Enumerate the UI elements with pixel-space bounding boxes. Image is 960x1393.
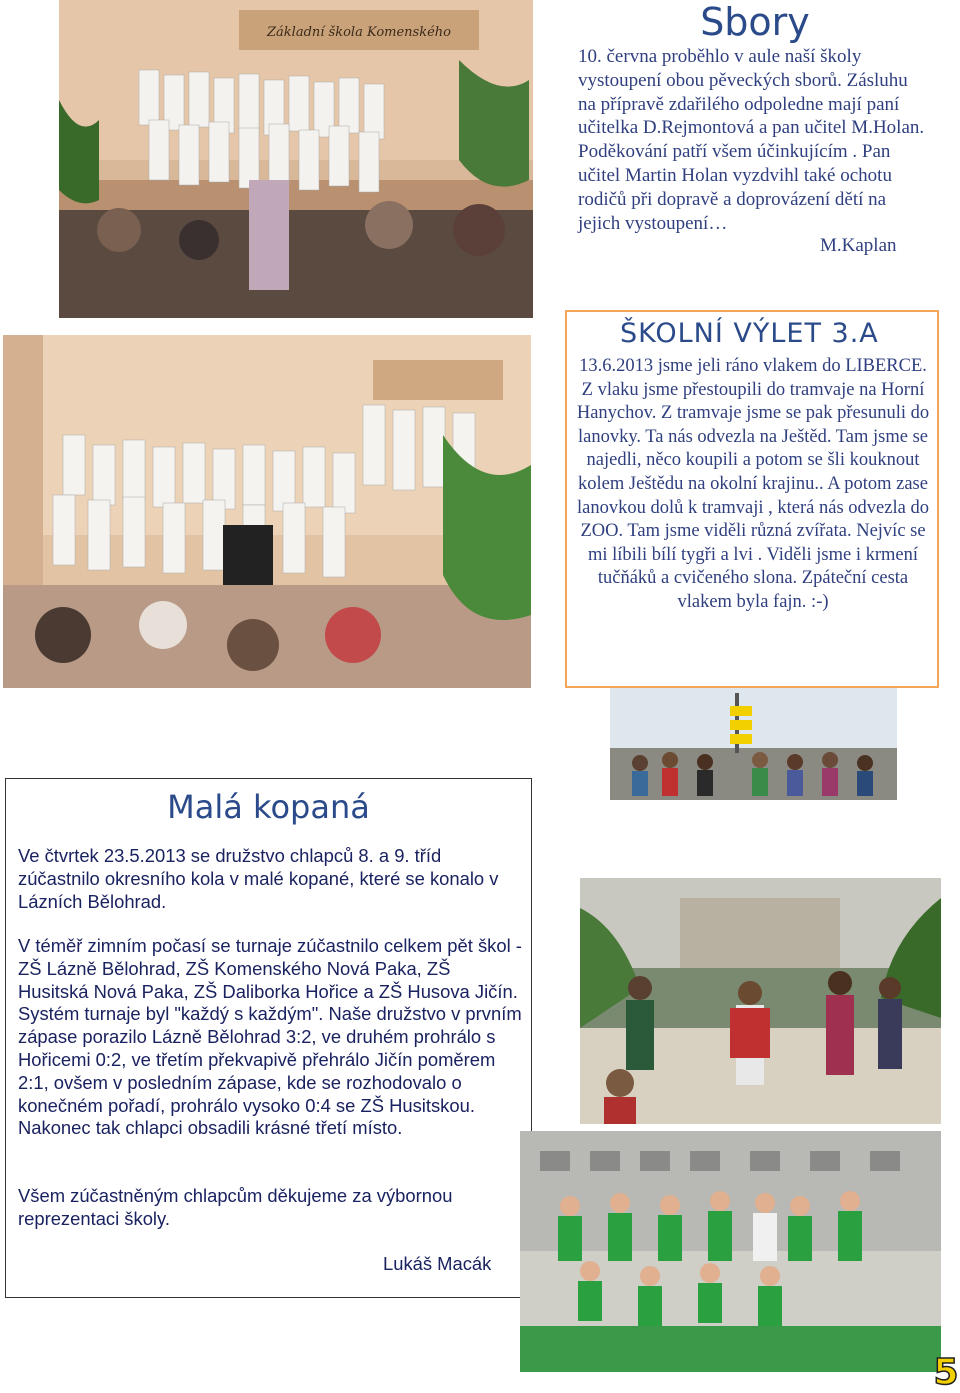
football-paragraph-1: Ve čtvrtek 23.5.2013 se družstvo chlapců 8. a 9. tříd zúčastnilo okresního kola v malé kopané, které se konalo v Lázních Bělohrad. — [18, 845, 499, 912]
sbory-signature: M.Kaplan — [820, 235, 897, 256]
football-paragraph-2: V téměř zimním počasí se turnaje zúčastnilo celkem pět škol - ZŠ Lázně Bělohrad, ZŠ Komenského Nová Paka, ZŠ Husitská Nová Paka, ZŠ Daliborka Hořice a ZŠ Husova Jičín. Systém turnaje byl "každý s každým". Naše družstvo v prvním zápase porazilo Lázně Bělohrad 3:2, ve druhém prohrálo s Hořicemi 0:2, ve třetím překvapivě přehrálo Jičín poměrem 2:1, ovšem v posledním zápase, kde se rozhodovalo o konečném pořadí, prohrálo vysoko 0:4 se ZŠ Husitskou. Nakonec tak chlapci obsadili krásné třetí místo. — [18, 935, 522, 1139]
sbory-article-text: 10. června proběhlo v aule naší školy vystoupení obou pěveckých sborů. Zásluhu na přípravě zdařilého odpoledne mají paní učitelka D.Rejmontová a pan učitel M.Holan. Poděkování patří všem účinkujícím . Pan učitel Martin Holan vyzdvihl také ochotu rodičů při dopravě a doprovázení dětí na jejich vystoupení… — [578, 46, 925, 234]
school-trip-title: ŠKOLNÍ VÝLET 3.A — [620, 318, 879, 349]
svg-text:5: 5 — [933, 1352, 959, 1390]
football-paragraph-3: Všem zúčastněným chlapcům děkujeme za výbornou reprezentaci školy. — [18, 1185, 453, 1229]
football-signature: Lukáš Macák — [383, 1253, 492, 1274]
football-team-photo — [520, 1131, 941, 1372]
school-trip-text: 13.6.2013 jsme jeli ráno vlakem do LIBERCE. Z vlaku jsme přestoupili do tramvaje na Horní Hanychov. Z tramvaje jsme se pak přesunuli do lanovky. Ta nás odvezla na Ještěd. Tam jsme se najedli, něco koupili a potom se šli kouknout kolem Ještědu na okolní krajinu.. A potom zase lanovkou dolů k tramvaji , která nás odvezla do ZOO. Tam jsme viděli různá zvířata. Nejvíc se mi líbili bílí tygři a lvi . Viděli jsme i krmení tučňáků a cvičeného slona. Zpáteční cesta vlakem byla fajn. :-) — [576, 356, 930, 612]
choir-photo-1 — [59, 0, 533, 318]
stage-sign: Základní škola Komenského — [267, 25, 451, 40]
sbory-title: Sbory — [700, 0, 810, 44]
jested-group-photo — [610, 688, 897, 800]
football-title: Malá kopaná — [167, 788, 370, 826]
zoo-photo — [580, 878, 941, 1124]
page-number — [932, 1350, 960, 1390]
choir-photo-2 — [3, 335, 531, 688]
